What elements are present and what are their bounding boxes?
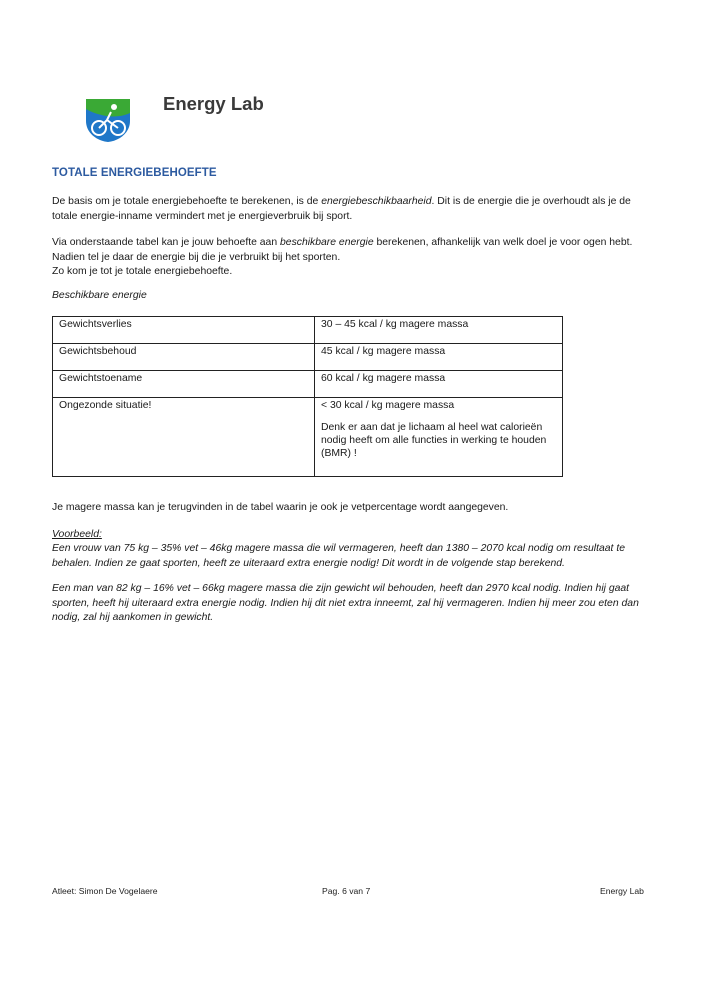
- section-title: TOTALE ENERGIEBEHOEFTE: [52, 167, 217, 179]
- goal-cell: Gewichtstoename: [53, 371, 315, 398]
- value-cell: [315, 398, 563, 477]
- table-row: [53, 371, 563, 398]
- value-cell: 60 kcal / kg magere massa: [315, 371, 563, 398]
- lean-mass-paragraph: Je magere massa kan je terugvinden in de tabel waarin je ook je vetpercentage wordt aangegeven.: [52, 502, 509, 513]
- brand-title: Energy Lab: [163, 93, 264, 114]
- goal-cell: Gewichtsbehoud: [53, 344, 315, 371]
- example-man: Een man van 82 kg – 16% vet – 66kg magere massa die zijn gewicht wil behouden, heeft dan 2970 kcal nodig. Indien hij gaat sporten, heeft hij uiteraard extra energie nodig. Indien hij dit niet extra inneemt, zal hij vermageren. Indien hij meer zou eten dan nodig, zal hij aankomen in gewicht.: [52, 583, 639, 623]
- example-woman: Een vrouw van 75 kg – 35% vet – 46kg magere massa die wil vermageren, heeft dan 1380 – 2070 kcal nodig om resultaat te behalen. Indien ze gaat sporten, heeft ze uiteraard extra energie nodig! Dit wordt in de volgende stap berekend.: [52, 543, 625, 569]
- energy-table: [52, 316, 563, 477]
- example-label: Voorbeeld:: [52, 529, 102, 540]
- goal-cell: Gewichtsverlies: [53, 317, 315, 344]
- footer-athlete: Atleet: Simon De Vogelaere: [52, 886, 158, 896]
- table-row: [53, 317, 563, 344]
- intro-paragraph: De basis om je totale energiebehoefte te berekenen, is de energiebeschikbaarheid. Dit is de energie die je overhoudt als je de totale energie-inname vermindert met je energieverbruik bij sport.: [52, 196, 631, 222]
- table-caption: Beschikbare energie: [52, 290, 147, 301]
- value-cell: 45 kcal / kg magere massa: [315, 344, 563, 371]
- value-cell: 30 – 45 kcal / kg magere massa: [315, 317, 563, 344]
- bmr-note: Denk er aan dat je lichaam al heel wat calorieën nodig heeft om alle functies in werking te houden (BMR) !: [321, 422, 547, 459]
- table-row: [53, 398, 563, 477]
- goal-cell: Ongezonde situatie!: [53, 398, 315, 477]
- table-row: [53, 344, 563, 371]
- cyclist-logo-icon: [82, 95, 134, 143]
- footer-brand: Energy Lab: [600, 886, 644, 896]
- value-text: < 30 kcal / kg magere massa: [321, 400, 455, 411]
- table-explanation-paragraph: Via onderstaande tabel kan je jouw behoefte aan beschikbare energie berekenen, afhankelijk van welk doel je voor ogen hebt. Nadien tel je daar de energie bij die je verbruikt bij het sporten. Zo kom je tot je totale energiebehoefte.: [52, 237, 633, 277]
- footer-page-number: Pag. 6 van 7: [322, 886, 371, 896]
